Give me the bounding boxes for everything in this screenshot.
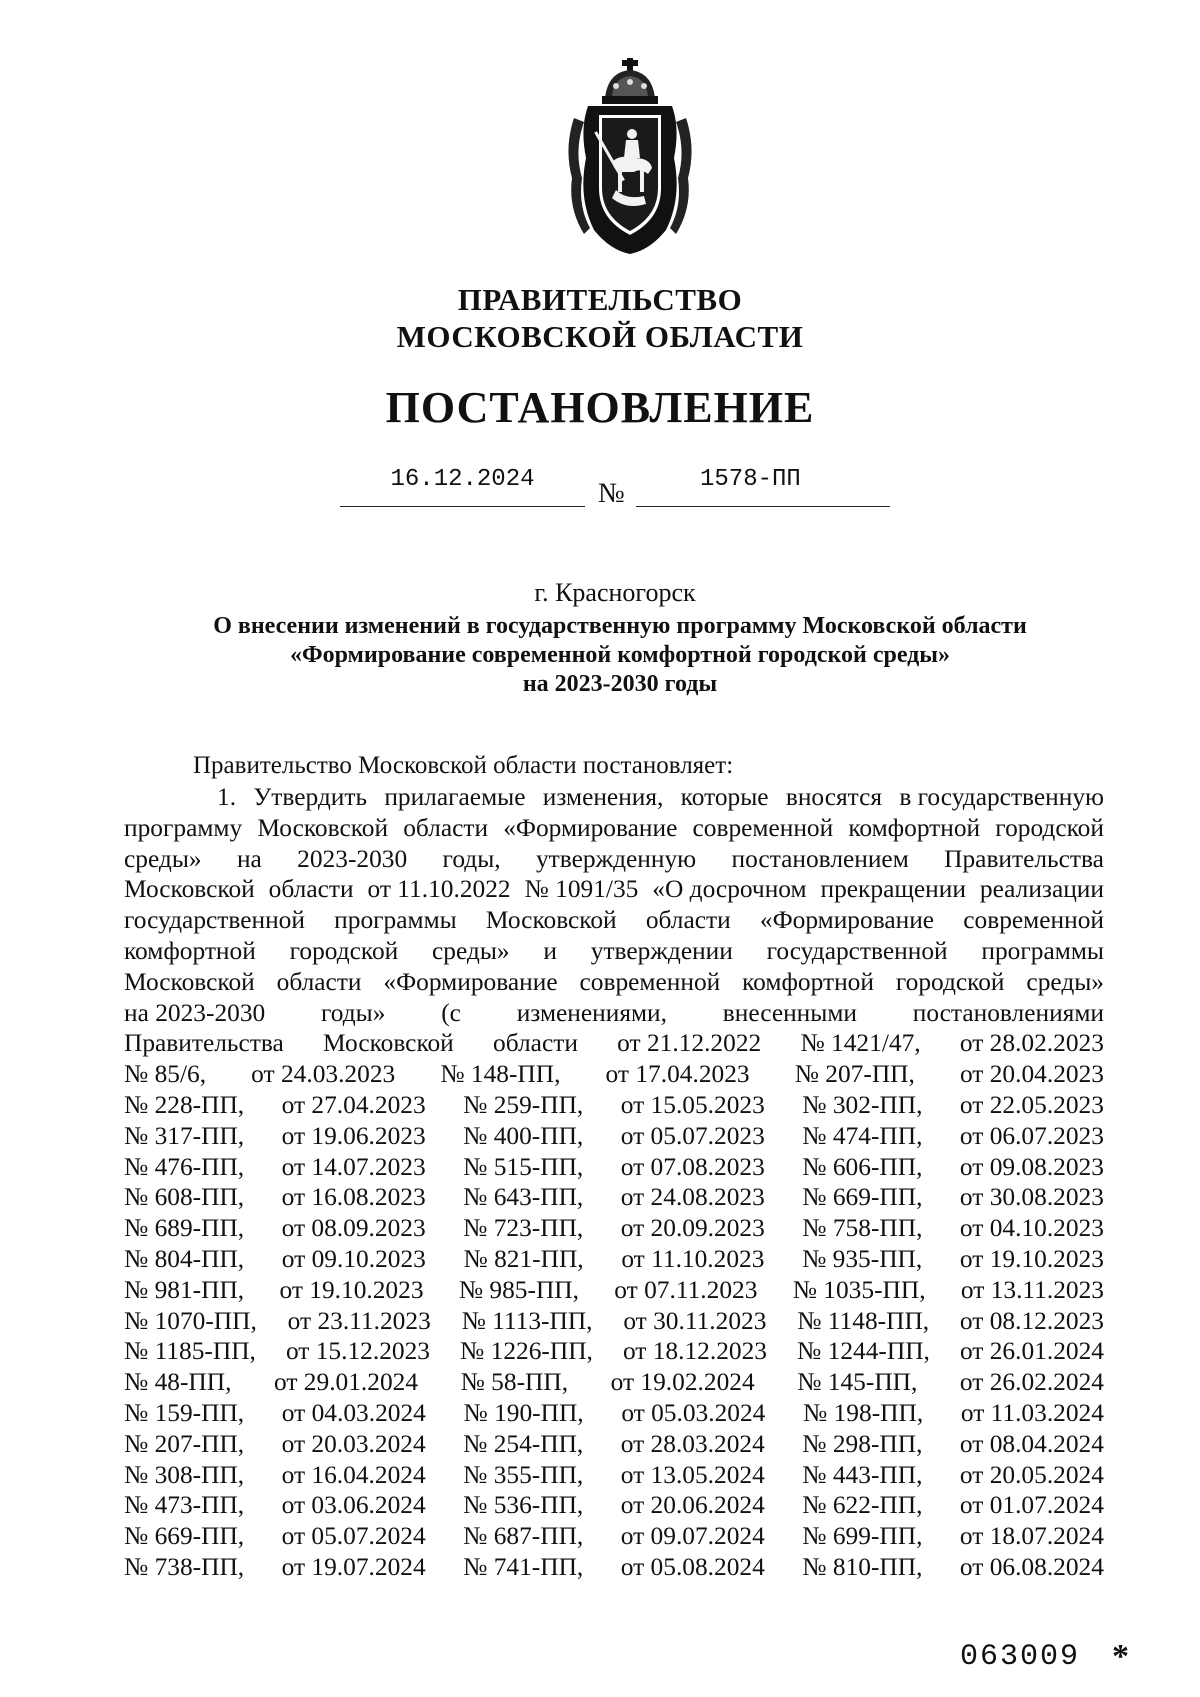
body-word: от 15.12.2023: [285, 1337, 430, 1366]
body-word: годы»: [321, 998, 386, 1027]
body-word: от 06.07.2023: [959, 1121, 1104, 1150]
body-word: № 302-ПП,: [802, 1090, 923, 1119]
body-word: № 821-ПП,: [463, 1244, 584, 1273]
body-line: [124, 1521, 1104, 1552]
body-word: городской: [995, 813, 1104, 842]
body-word: от 11.10.2023: [621, 1244, 765, 1273]
government-title-line1: ПРАВИТЕЛЬСТВО: [457, 282, 743, 317]
body-word: от 30.08.2023: [959, 1183, 1104, 1212]
body-word: области: [493, 1029, 578, 1058]
body-word: № 985-ПП,: [458, 1275, 579, 1304]
body-word: городской: [289, 936, 399, 965]
body-line: [124, 1090, 1104, 1121]
body-word: от 04.10.2023: [959, 1214, 1104, 1243]
body-word: государственной: [124, 906, 305, 935]
body-word: 2023-2030: [297, 844, 408, 873]
city: г. Красногорск: [534, 578, 696, 607]
body-word: от 05.07.2024: [281, 1522, 426, 1551]
body-line: [124, 1059, 1104, 1090]
document-number-field: [636, 466, 890, 507]
body-word: № 608-ПП,: [124, 1183, 245, 1212]
body-word: программу: [124, 813, 243, 842]
coat-of-arms-icon: [560, 58, 700, 258]
body-word: № 1421/47,: [800, 1029, 921, 1058]
body-word: № 228-ПП,: [124, 1090, 245, 1119]
body-word: № 159-ПП,: [124, 1398, 245, 1427]
body-word: 1.: [217, 783, 237, 811]
document-code: 063009: [960, 1640, 1081, 1674]
body-word: городской: [895, 967, 1005, 996]
body-line: [124, 1552, 1104, 1583]
number-sign: №: [598, 478, 625, 509]
body-word: № 198-ПП,: [803, 1398, 924, 1427]
body-line: [124, 782, 1104, 813]
body-word: программы: [981, 936, 1104, 965]
subject-line: О внесении изменений в государственную программу Московской области: [213, 613, 1027, 639]
body-word: современной: [963, 906, 1104, 935]
body-word: № 810-ПП,: [802, 1552, 923, 1581]
body-word: № 476-ПП,: [124, 1152, 245, 1181]
body-word: от 19.10.2023: [279, 1275, 424, 1304]
body-word: № 355-ПП,: [463, 1460, 584, 1489]
body-word: от 16.08.2023: [281, 1183, 426, 1212]
body-word: среды»: [1026, 967, 1104, 996]
body-word: от 24.03.2023: [251, 1060, 396, 1089]
body-word: среды»: [432, 936, 510, 965]
body-word: от 05.07.2023: [620, 1121, 765, 1150]
body-word: области: [645, 906, 731, 935]
body-line: [124, 1398, 1104, 1429]
subject-line: на 2023-2030 годы: [522, 671, 718, 697]
body-word: от 27.04.2023: [281, 1090, 426, 1119]
body-word: № 1035-ПП,: [792, 1275, 926, 1304]
body-word: от 04.03.2024: [281, 1398, 426, 1427]
body-word: от 20.06.2024: [620, 1491, 765, 1520]
body-word: от 15.05.2023: [620, 1090, 765, 1119]
body-word: № 207-ПП,: [124, 1429, 245, 1458]
body-line: [124, 936, 1104, 967]
body-word: от 14.07.2023: [281, 1152, 426, 1181]
body-word: № 85/6,: [124, 1060, 207, 1089]
body-word: № 723-ПП,: [463, 1214, 584, 1243]
body-word: комфортной: [742, 967, 874, 996]
body-word: постановлениями: [912, 998, 1104, 1027]
body-word: Московской: [323, 1029, 454, 1058]
body-word: реализации: [979, 875, 1104, 904]
body-word: № 207-ПП,: [794, 1060, 915, 1089]
body-word: на 2023-2030: [124, 998, 266, 1027]
body-word: от 18.07.2024: [959, 1522, 1104, 1551]
body-word: от 19.02.2024: [610, 1368, 755, 1397]
body-word: № 58-ПП,: [460, 1368, 569, 1397]
document-number: 1578-ПП: [700, 466, 801, 493]
body-word: программы: [334, 906, 457, 935]
document-date: 16.12.2024: [340, 466, 585, 507]
body-word: от 07.08.2023: [620, 1152, 765, 1181]
body-word: от 13.11.2023: [960, 1275, 1104, 1304]
body-word: от 20.09.2023: [620, 1214, 765, 1243]
body-word: «Формирование: [383, 967, 558, 996]
body-word: Московской: [124, 967, 255, 996]
body-word: от 20.04.2023: [959, 1060, 1104, 1089]
body-word: прекращении: [820, 875, 966, 904]
body-word: от 11.03.2024: [960, 1398, 1104, 1427]
body-word: № 1070-ПП,: [124, 1306, 257, 1335]
body-word: № 148-ПП,: [440, 1060, 561, 1089]
body-word: № 1148-ПП,: [797, 1306, 930, 1335]
body-word: от 17.04.2023: [605, 1060, 750, 1089]
body-line: [124, 1121, 1104, 1152]
body-word: № 515-ПП,: [463, 1152, 584, 1181]
body-word: № 669-ПП,: [802, 1183, 923, 1212]
body-line: [124, 1460, 1104, 1491]
body-word: № 622-ПП,: [802, 1491, 923, 1520]
body-word: от 09.10.2023: [281, 1244, 426, 1273]
body-line: [124, 1429, 1104, 1460]
body-line: [124, 1182, 1104, 1213]
body-word: от 23.11.2023: [287, 1306, 431, 1335]
body-word: в государственную: [899, 783, 1104, 811]
body-word: от 08.04.2024: [959, 1429, 1104, 1458]
body-word: «Формирование: [759, 906, 935, 935]
body-word: № 1185-ПП,: [124, 1337, 256, 1366]
body-word: № 536-ПП,: [463, 1491, 584, 1520]
body-line: [124, 1336, 1104, 1367]
body-word: № 254-ПП,: [463, 1429, 584, 1458]
body-word: и: [543, 936, 557, 965]
body-word: вносятся: [785, 783, 883, 811]
body-word: постановлением: [731, 844, 909, 873]
body-word: которые: [680, 783, 769, 811]
body-word: «Формирование: [503, 813, 678, 842]
body-word: от 05.08.2024: [620, 1552, 765, 1581]
document-subject: [120, 612, 1120, 699]
body-line: [124, 1490, 1104, 1521]
body-word: от 28.03.2024: [620, 1429, 765, 1458]
body-line: [124, 844, 1104, 875]
body-word: от 20.03.2024: [281, 1429, 426, 1458]
body-word: области: [276, 967, 362, 996]
body-word: № 738-ПП,: [124, 1552, 245, 1581]
body-word: № 606-ПП,: [802, 1152, 923, 1181]
body-word: Московской: [485, 906, 617, 935]
body-word: среды»: [124, 844, 202, 873]
body-word: утвержденную: [535, 844, 697, 873]
crown-icon: [602, 58, 658, 104]
body-word: № 317-ПП,: [124, 1121, 245, 1150]
body-line: [124, 874, 1104, 905]
body-word: от 07.11.2023: [614, 1275, 758, 1304]
body-line: [124, 1275, 1104, 1306]
body-word: Московской: [124, 875, 255, 904]
body-word: от 21.12.2022: [617, 1029, 762, 1058]
body-text: [124, 782, 1104, 1583]
body-word: Утвердить: [253, 783, 368, 811]
body-word: № 687-ПП,: [463, 1522, 584, 1551]
body-word: от 08.12.2023: [959, 1306, 1104, 1335]
body-word: от 19.07.2024: [281, 1552, 426, 1581]
body-word: от 09.07.2024: [620, 1522, 765, 1551]
asterisk-mark: *: [1112, 1638, 1129, 1675]
intro-paragraph: Правительство Московской области постановляет:: [193, 752, 734, 779]
body-line: [124, 1367, 1104, 1398]
body-word: от 30.11.2023: [623, 1306, 767, 1335]
body-word: № 145-ПП,: [797, 1368, 918, 1397]
body-word: № 1244-ПП,: [797, 1337, 930, 1366]
body-word: утверждении: [590, 936, 733, 965]
body-word: № 298-ПП,: [802, 1429, 923, 1458]
body-word: от 03.06.2024: [281, 1491, 426, 1520]
body-word: комфортной: [848, 813, 981, 842]
body-word: области: [268, 875, 354, 904]
body-word: государственной: [766, 936, 948, 965]
body-word: от 08.09.2023: [281, 1214, 426, 1243]
body-word: «О досрочном: [652, 875, 807, 904]
body-word: от 13.05.2024: [620, 1460, 765, 1489]
body-word: изменения,: [542, 783, 664, 811]
body-word: № 758-ПП,: [802, 1214, 923, 1243]
body-word: № 474-ПП,: [802, 1121, 923, 1150]
body-line: [124, 967, 1104, 998]
body-word: современной: [692, 813, 834, 842]
body-word: № 699-ПП,: [802, 1522, 923, 1551]
body-word: № 259-ПП,: [463, 1090, 584, 1119]
body-word: № 190-ПП,: [463, 1398, 584, 1427]
body-word: № 669-ПП,: [124, 1522, 245, 1551]
body-word: внесенными: [722, 998, 857, 1027]
document-type: ПОСТАНОВЛЕНИЕ: [385, 383, 815, 432]
body-word: № 981-ПП,: [124, 1275, 245, 1304]
body-word: от 20.05.2024: [959, 1460, 1104, 1489]
body-word: от 24.08.2023: [620, 1183, 765, 1212]
body-word: № 804-ПП,: [124, 1244, 245, 1273]
body-word: от 18.12.2023: [622, 1337, 767, 1366]
body-word: области: [403, 813, 489, 842]
body-word: от 09.08.2023: [959, 1152, 1104, 1181]
body-word: от 11.10.2022: [367, 875, 511, 904]
body-word: № 308-ПП,: [124, 1460, 245, 1489]
body-word: Правительства: [124, 1029, 284, 1058]
subject-line: «Формирование современной комфортной городской среды»: [289, 642, 951, 668]
body-word: комфортной: [124, 936, 256, 965]
body-word: № 1113-ПП,: [461, 1306, 593, 1335]
body-word: от 26.02.2024: [959, 1368, 1104, 1397]
body-word: от 28.02.2023: [959, 1029, 1104, 1058]
body-word: годы,: [442, 844, 501, 873]
body-word: № 689-ПП,: [124, 1214, 245, 1243]
body-line: [124, 998, 1104, 1029]
body-line: [124, 813, 1104, 844]
body-word: прилагаемые: [384, 783, 526, 811]
body-word: № 400-ПП,: [463, 1121, 584, 1150]
body-word: № 48-ПП,: [124, 1368, 232, 1397]
body-word: от 19.06.2023: [281, 1121, 426, 1150]
body-word: современной: [579, 967, 721, 996]
body-word: № 443-ПП,: [802, 1460, 923, 1489]
body-word: № 1226-ПП,: [460, 1337, 593, 1366]
body-word: от 06.08.2024: [959, 1552, 1104, 1581]
body-word: Правительства: [944, 844, 1104, 873]
body-line: [124, 1306, 1104, 1337]
body-word: от 16.04.2024: [281, 1460, 426, 1489]
body-line: [124, 1028, 1104, 1059]
body-word: от 19.10.2023: [959, 1244, 1104, 1273]
body-line: [124, 1213, 1104, 1244]
body-word: (с: [441, 998, 461, 1027]
body-word: № 741-ПП,: [463, 1552, 584, 1581]
body-word: на: [236, 844, 262, 873]
body-word: от 01.07.2024: [959, 1491, 1104, 1520]
body-word: № 935-ПП,: [802, 1244, 923, 1273]
government-title-line2: МОСКОВСКОЙ ОБЛАСТИ: [396, 319, 804, 354]
body-word: Московской: [257, 813, 389, 842]
body-word: № 473-ПП,: [124, 1491, 245, 1520]
body-word: от 05.03.2024: [621, 1398, 766, 1427]
body-word: изменениями,: [516, 998, 667, 1027]
body-word: № 1091/35: [524, 875, 639, 904]
body-word: от 29.01.2024: [274, 1368, 419, 1397]
body-word: от 26.01.2024: [959, 1337, 1104, 1366]
body-line: [124, 905, 1104, 936]
body-word: от 22.05.2023: [959, 1090, 1104, 1119]
body-line: [124, 1152, 1104, 1183]
body-line: [124, 1244, 1104, 1275]
body-word: № 643-ПП,: [463, 1183, 584, 1212]
